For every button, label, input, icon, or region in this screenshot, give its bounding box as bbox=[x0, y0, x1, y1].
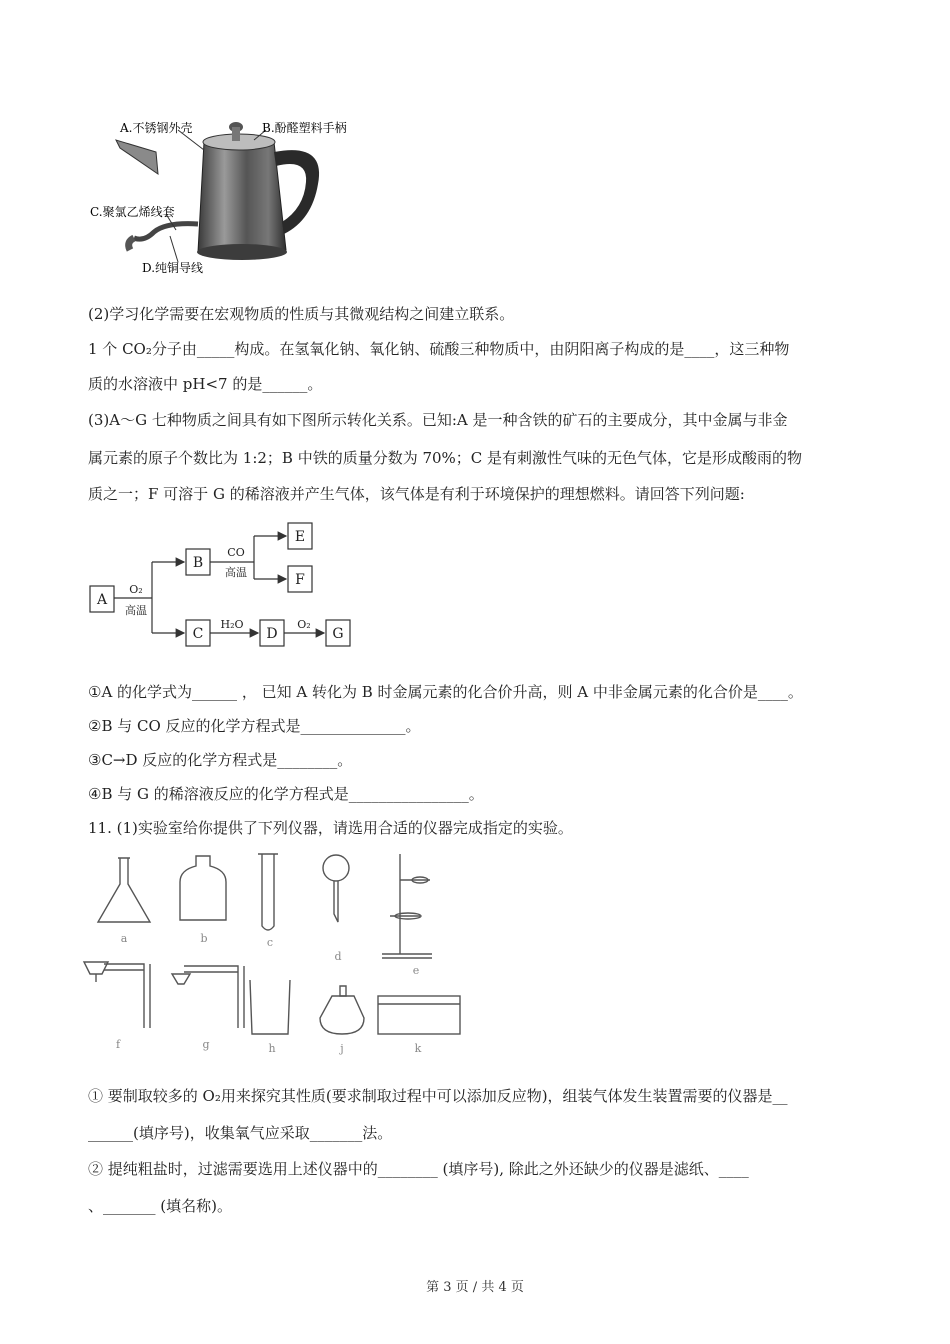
label-j: j bbox=[340, 1042, 344, 1055]
label-k: k bbox=[414, 1042, 422, 1055]
label-gaowen-a: 高温 bbox=[125, 604, 147, 617]
q11-sub1-line1: ① 要制取较多的 O₂用来探究其性质(要求制取过程中可以添加反应物)，组装气体发生装置需要的仪器是__ bbox=[88, 1087, 788, 1105]
node-c: C bbox=[192, 626, 204, 642]
answer-4: ④B 与 G 的稀溶液反应的化学方程式是________________。 bbox=[88, 785, 484, 803]
node-g: G bbox=[332, 626, 344, 642]
q2-line2: 质的水溶液中 pH<7 的是______。 bbox=[88, 375, 323, 393]
label-f: f bbox=[115, 1038, 121, 1051]
node-d: D bbox=[266, 626, 278, 642]
q11-title: 11. (1)实验室给你提供了下列仪器，请选用合适的仪器完成指定的实验。 bbox=[88, 819, 573, 837]
q3-line3: 质之一；F 可溶于 G 的稀溶液并产生气体，该气体是有利于环境保护的理想燃料。请回答下列问题: bbox=[88, 485, 745, 503]
label-g: g bbox=[202, 1038, 210, 1051]
node-b: B bbox=[192, 555, 204, 571]
label-h: h bbox=[268, 1042, 276, 1055]
label-e: e bbox=[412, 964, 420, 977]
kettle-figure bbox=[86, 112, 376, 282]
label-co: CO bbox=[227, 546, 245, 559]
label-h2o: H₂O bbox=[220, 618, 244, 631]
kettle-label-c: C.聚氯乙烯线套 bbox=[90, 205, 175, 219]
node-f: F bbox=[295, 572, 305, 588]
q3-line2: 属元素的原子个数比为 1:2；B 中铁的质量分数为 70%；C 是有刺激性气味的无色气体，它是形成酸雨的物 bbox=[88, 449, 803, 467]
label-gaowen-b: 高温 bbox=[225, 566, 247, 579]
q3-line1: (3)A～G 七种物质之间具有如下图所示转化关系。已知:A 是一种含铁的矿石的主要成分，其中金属与非金 bbox=[88, 411, 788, 429]
kettle-label-b: B.酚醛塑料手柄 bbox=[262, 121, 347, 135]
kettle-label-a: A.不锈钢外壳 bbox=[120, 121, 193, 135]
q11-sub1-line2: ______(填序号)，收集氧气应采取_______法。 bbox=[88, 1124, 393, 1142]
q11-sub2-line2: 、_______ (填名称)。 bbox=[88, 1197, 232, 1215]
apparatus-figure bbox=[80, 850, 480, 1058]
flow-diagram bbox=[86, 518, 366, 654]
label-a: a bbox=[120, 932, 128, 945]
node-e: E bbox=[294, 529, 306, 545]
page-footer: 第 3 页 / 共 4 页 bbox=[426, 1280, 524, 1295]
label-d: d bbox=[334, 950, 342, 963]
label-c: c bbox=[266, 936, 274, 949]
answer-2: ②B 与 CO 反应的化学方程式是______________。 bbox=[88, 717, 421, 735]
kettle-label-d: D.纯铜导线 bbox=[142, 261, 204, 275]
answer-3: ③C→D 反应的化学方程式是________。 bbox=[88, 751, 353, 769]
answer-1: ①A 的化学式为______ ， 已知 A 转化为 B 时金属元素的化合价升高，则 A 中非金属元素的化合价是____。 bbox=[88, 683, 803, 701]
q2-title: (2)学习化学需要在宏观物质的性质与其微观结构之间建立联系。 bbox=[88, 305, 515, 323]
node-a: A bbox=[96, 592, 108, 608]
label-o2-d: O₂ bbox=[297, 618, 311, 631]
q11-sub2-line1: ② 提纯粗盐时，过滤需要选用上述仪器中的________ (填序号), 除此之外还缺少的仪器是滤纸、____ bbox=[88, 1160, 749, 1178]
q2-line1: 1 个 CO₂分子由_____构成。在氢氧化钠、氧化钠、硫酸三种物质中，由阴阳离子构成的是____，这三种物 bbox=[88, 340, 790, 358]
label-b: b bbox=[200, 932, 208, 945]
label-o2-a: O₂ bbox=[129, 583, 143, 596]
